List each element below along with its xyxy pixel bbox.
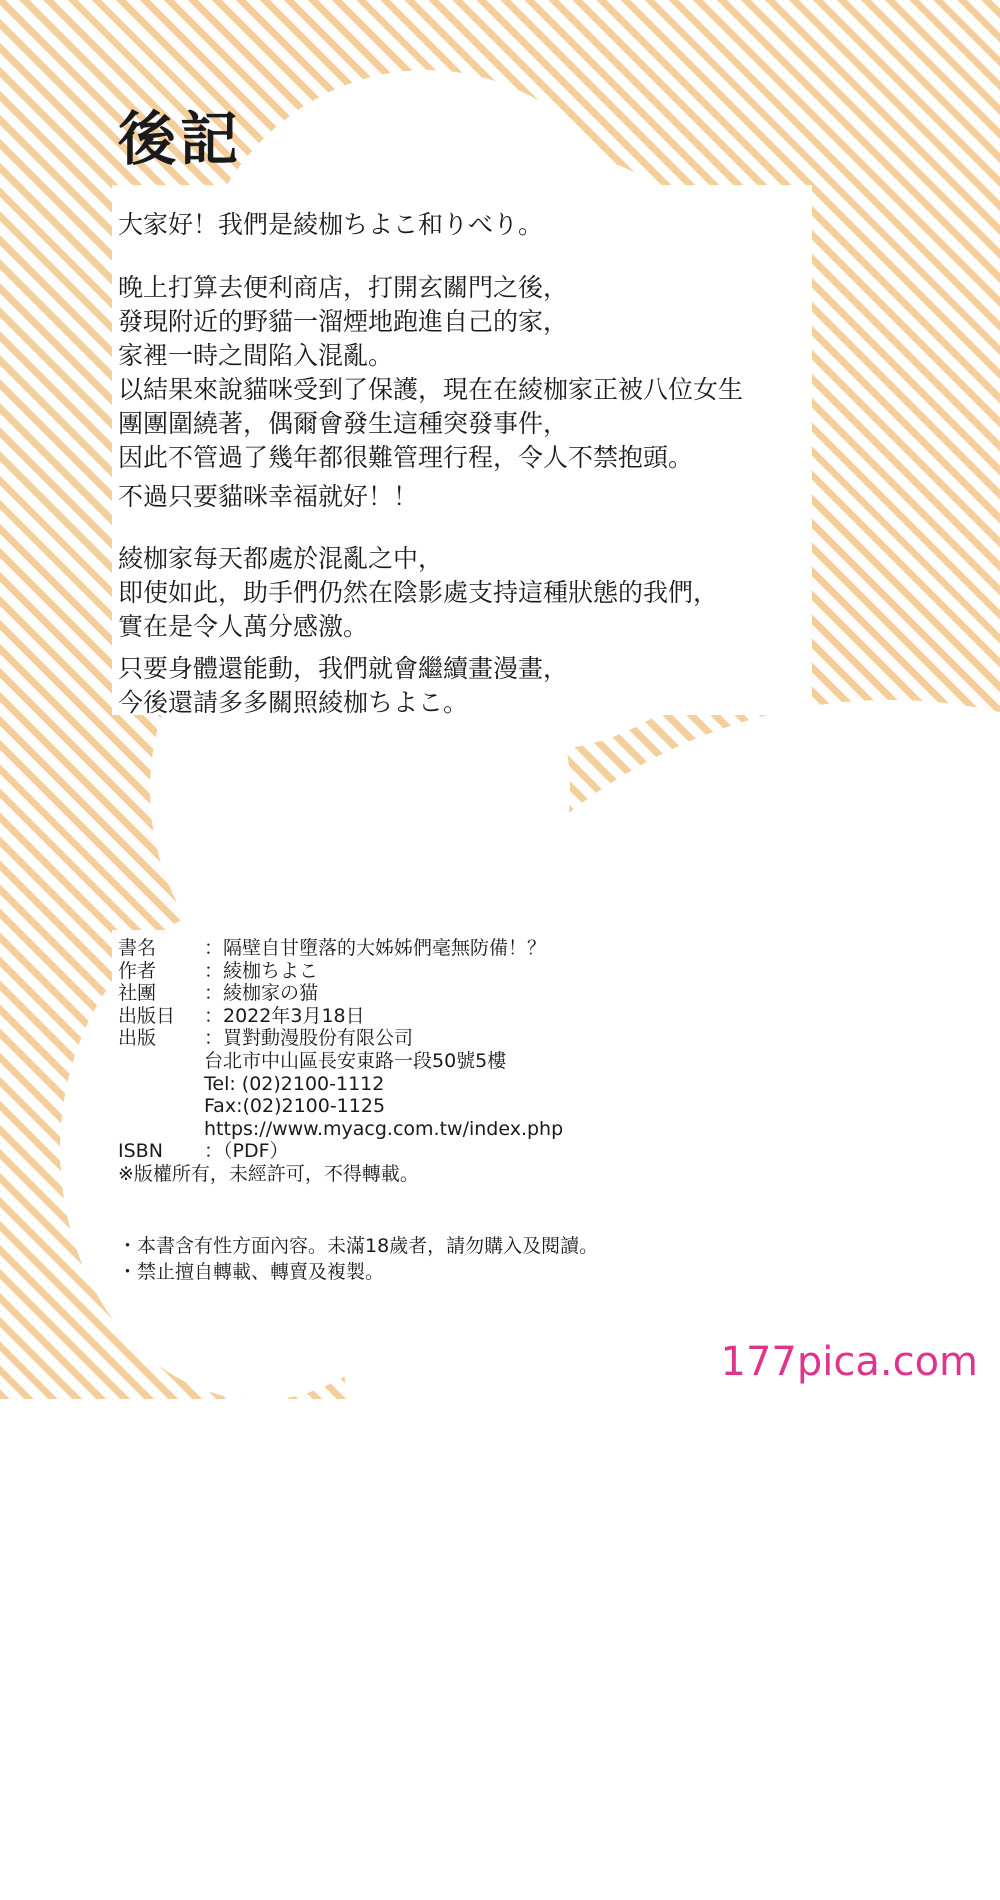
author-value: ：綾枷ちよこ <box>204 959 319 982</box>
isbn-value: ：（PDF） <box>204 1140 289 1163</box>
circle-value: ：綾枷家の猫 <box>204 982 319 1005</box>
paragraph-cats: 不過只要貓咪幸福就好！！ <box>118 482 419 511</box>
author-label: 作者 <box>118 959 157 982</box>
notes <box>118 1233 598 1285</box>
author-row <box>118 960 563 983</box>
colophon <box>118 937 563 1186</box>
copyright-notice: ※版權所有，未經許可，不得轉載。 <box>118 1162 419 1185</box>
paragraph-story: 晚上打算去便利商店，打開玄關門之後， 發現附近的野貓一溜煙地跑進自己的家， 家裡一時之間陷入混亂。 以結果來說貓咪受到了保護，現在在綾枷家正被八位女生 團團圍繞著，偶爾會發生這種突發事件， 因此不管過了幾年都很難管理行程，令人不禁抱頭。 <box>118 273 744 472</box>
publisher-url[interactable]: https://www.myacg.com.tw/index.php <box>204 1117 564 1140</box>
publisher-label: 出版 <box>118 1027 157 1050</box>
paragraph-greeting: 大家好！我們是綾枷ちよこ和りべり。 <box>118 210 544 239</box>
paragraph-thanks: 綾枷家每天都處於混亂之中， 即使如此，助手們仍然在陰影處支持這種狀態的我們， 實在是令人萬分感激。 <box>118 544 719 641</box>
watermark-text: 177pica.com <box>717 1339 983 1385</box>
publisher-fax: Fax:(02)2100-1125 <box>204 1095 386 1118</box>
note-item: ・禁止擅自轉載、轉賣及複製。 <box>118 1261 385 1283</box>
page-title: 後記 <box>118 105 243 173</box>
book-row <box>118 937 563 960</box>
note-item: ・本書含有性方面內容。未滿18歲者，請勿購入及閱讀。 <box>118 1235 599 1257</box>
book-value: ：隔壁自甘墮落的大姊姊們毫無防備！？ <box>204 937 547 959</box>
publisher-row <box>118 1027 563 1050</box>
date-label: 出版日 <box>118 1004 176 1027</box>
book-label: 書名 <box>118 937 157 959</box>
publisher-tel: Tel: (02)2100-1112 <box>204 1072 385 1095</box>
publisher-address: 台北市中山區長安東路一段50號5樓 <box>204 1049 507 1072</box>
date-row <box>118 1005 563 1028</box>
isbn-label: ISBN <box>118 1140 163 1163</box>
circle-row <box>118 982 563 1005</box>
date-value: ：2022年3月18日 <box>204 1004 365 1027</box>
isbn-row <box>118 1140 563 1163</box>
circle-label: 社團 <box>118 982 157 1005</box>
publisher-value: ：買對動漫股份有限公司 <box>204 1027 414 1050</box>
paragraph-closing: 只要身體還能動，我們就會繼續畫漫畫， 今後還請多多關照綾枷ちよこ。 <box>118 654 569 717</box>
